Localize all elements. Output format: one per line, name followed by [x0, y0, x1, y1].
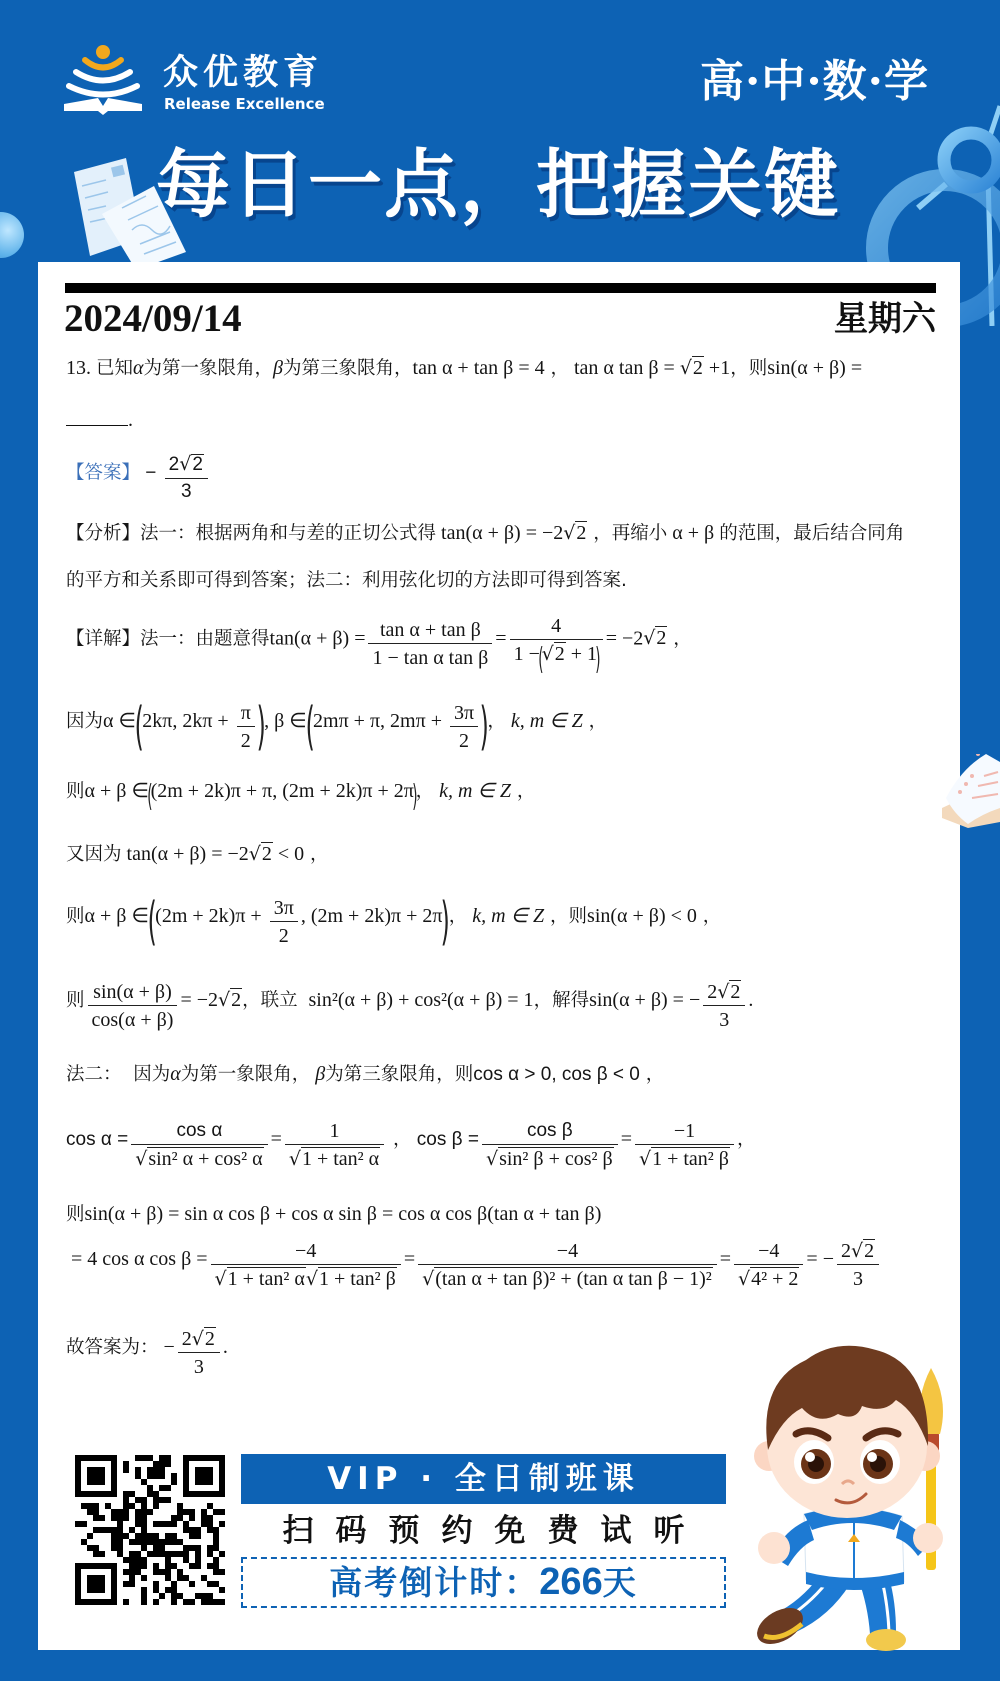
radical-sign-icon: √ [638, 1148, 652, 1171]
math-expression: tan α tan β = [569, 356, 680, 379]
answer-blank-line [66, 405, 133, 435]
math-variable: β [310, 1062, 326, 1085]
math-expression: tan(α + β) = [269, 627, 366, 649]
question-text: ，则 [730, 357, 768, 379]
fraction [270, 896, 298, 948]
left-paren: ( [147, 892, 157, 952]
answer-label: 【答案】 [66, 462, 141, 483]
radicand: 2 [864, 1240, 875, 1262]
minus-sign: − [158, 1336, 175, 1358]
fraction [178, 1327, 220, 1379]
fraction [368, 618, 492, 670]
denominator [734, 1265, 803, 1291]
numerator [270, 896, 298, 922]
math-expression: = − [806, 1248, 834, 1270]
solution-line-7 [66, 1059, 664, 1089]
fraction [482, 1120, 618, 1171]
denominator-value: 1 − tan α tan β [372, 647, 489, 669]
denominator [482, 1145, 618, 1171]
radicand: 2 [730, 981, 741, 1003]
period: . [222, 1336, 228, 1358]
right-paren: ) [441, 892, 451, 952]
math-expression: = −2 [605, 627, 644, 649]
numerator-value: sin(α + β) [93, 981, 172, 1003]
radical-sign-icon: √ [679, 356, 692, 379]
denominator [237, 727, 255, 753]
math-expression: α + β ∈ [84, 905, 149, 927]
math-expression: k, m ∈ Z [434, 779, 511, 802]
date: 2024/09/14 [64, 297, 242, 340]
solution-text: 则 [66, 906, 85, 927]
solution-line-3 [66, 775, 535, 815]
analysis-line-2 [66, 566, 627, 596]
denominator-value: 2 [278, 925, 289, 947]
fraction [635, 1119, 734, 1171]
subject-title: 高·中·数·学 [700, 56, 929, 107]
denominator-value: 3 [853, 1268, 864, 1290]
denominator [635, 1145, 734, 1171]
radical-sign-icon: √ [135, 1147, 148, 1170]
equals-sign: = [270, 1128, 282, 1150]
weekday: 星期六 [834, 299, 936, 339]
fraction [131, 1120, 267, 1171]
denominator [703, 1006, 745, 1032]
radical-sign-icon: √ [850, 1240, 864, 1262]
right-paren: ) [479, 697, 489, 757]
math-expression: tan(α + β) = −2 [436, 521, 564, 544]
numerator [510, 614, 603, 640]
math-expression: = 4 cos α cos β = [66, 1248, 208, 1270]
denominator [450, 727, 478, 753]
radicand: 1 + tan² β [318, 1268, 396, 1291]
solution-text: ， [487, 711, 506, 732]
denominator [131, 1145, 267, 1171]
denominator [178, 1353, 220, 1379]
fraction [88, 980, 178, 1032]
math-expression: , β ∈ [264, 710, 307, 732]
question-text: ， [544, 357, 569, 379]
fraction [510, 614, 603, 675]
solution-line-4 [66, 838, 329, 870]
math-expression: cos β = [411, 1129, 479, 1150]
square-root [249, 842, 273, 866]
numerator-value: cos α [176, 1119, 223, 1141]
numerator-value: 4 [551, 614, 562, 637]
solution-line-1 [66, 609, 692, 679]
analysis-text: ，再缩小 [587, 522, 668, 544]
solution-text: 故答案为： [66, 1337, 159, 1358]
math-expression: tan α + tan β = 4 [412, 356, 545, 379]
radicand: 2 [261, 842, 272, 865]
solution-text: ， [448, 906, 468, 927]
solution-line-6 [66, 971, 753, 1041]
left-paren: ( [305, 697, 315, 757]
numerator-value: −4 [295, 1240, 317, 1263]
solution-text: 则 [66, 780, 85, 802]
solution-text: ， [415, 780, 435, 802]
answer-fraction [165, 453, 208, 504]
math-expression: sin(α + β) < 0 [587, 905, 697, 927]
denominator-value: cos(α + β) [91, 1009, 174, 1031]
math-expression: sin²(α + β) + cos²(α + β) = 1 [303, 989, 534, 1011]
numerator [131, 1120, 267, 1145]
math-expression: k, m ∈ Z [505, 710, 583, 732]
denominator [165, 479, 208, 504]
numerator-value: cos β [526, 1119, 573, 1141]
radicand: (tan α + tan β)² + (tan α tan β − 1)² [435, 1268, 712, 1291]
equals-sign: = [495, 627, 507, 649]
radicand: 2 [231, 989, 242, 1011]
solution-line-9 [66, 1199, 601, 1229]
denominator-value: 2 [459, 730, 470, 752]
numerator-value: −1 [673, 1120, 696, 1143]
blank-suffix: . [128, 409, 133, 431]
scan-cta: 扫码预约免费试听 [282, 1513, 707, 1549]
math-expression: α + β ∈ [84, 779, 149, 802]
solution-text: ， [736, 1129, 756, 1150]
right-paren: ) [256, 697, 266, 757]
radicand: 2 [692, 356, 703, 379]
denominator [270, 922, 298, 948]
notebook-decoration [942, 754, 1000, 828]
solution-text: ， [582, 711, 608, 732]
square-root [851, 1239, 875, 1263]
math-expression: α ∈ [103, 710, 136, 732]
radicand: 2 [192, 453, 203, 475]
mascot-character [744, 1334, 959, 1654]
numerator [178, 1327, 220, 1353]
brand-logo [62, 43, 144, 115]
coefficient: 2 [168, 453, 180, 475]
solution-text: ， [304, 843, 329, 865]
square-root [643, 626, 667, 650]
math-expression: (2m + 2k)π + π, (2m + 2k)π + 2π [150, 779, 414, 802]
fraction [450, 701, 478, 753]
denominator-value: 3 [181, 480, 192, 502]
question-text: 已知 [96, 357, 134, 379]
solution-text: 为第三象限角，则 [325, 1063, 474, 1085]
radical-sign-icon: √ [717, 981, 730, 1003]
question-line [66, 353, 862, 383]
fraction [703, 980, 745, 1032]
numerator [285, 1119, 384, 1145]
denominator [211, 1265, 401, 1291]
radicand: 2 [204, 1328, 215, 1350]
analysis-text: 的平方和关系即可得到答案；法二：利用弦化切的方法即可得到答案. [66, 570, 627, 592]
math-expression: α + β [667, 521, 720, 544]
qr-code-icon [75, 1455, 225, 1605]
countdown-days: 266 [539, 1561, 603, 1603]
numerator [635, 1119, 734, 1145]
brand-slogan: Release Excellence [164, 95, 325, 113]
numerator-value: tan α + tan β [379, 619, 481, 641]
radical-sign-icon: √ [643, 627, 656, 649]
analysis-line-1 [66, 518, 904, 548]
qr-code [75, 1455, 225, 1605]
square-root [717, 980, 741, 1004]
denominator-value: 2 [240, 730, 251, 752]
answer-blank [66, 408, 128, 426]
numerator [482, 1120, 618, 1145]
solution-text: 因为 [66, 711, 104, 732]
solution-text: ，解得 [533, 990, 590, 1011]
equals-sign: = [620, 1128, 632, 1150]
question-text: 为第一象限角， [143, 357, 274, 379]
numerator [837, 1239, 879, 1265]
square-root [639, 1147, 730, 1171]
period: . [748, 989, 754, 1011]
radical-sign-icon: √ [218, 989, 231, 1011]
solution-text: ， [667, 628, 692, 649]
headline: 每日一点，把握关键 [156, 142, 840, 228]
radical-sign-icon: √ [738, 1268, 751, 1291]
fraction [211, 1239, 401, 1291]
question-text: 为第三象限角， [283, 357, 413, 379]
math-expression: sin(α + β) = [767, 356, 863, 379]
countdown-unit: 天 [602, 1563, 638, 1602]
solution-text: ， [639, 1063, 665, 1085]
numerator [237, 701, 255, 727]
square-root [218, 988, 242, 1012]
numerator [418, 1239, 717, 1265]
numerator [450, 701, 478, 727]
answer-line [66, 448, 211, 508]
math-expression: cos α = [66, 1129, 129, 1150]
numerator [368, 618, 492, 644]
square-root [738, 1267, 799, 1291]
numerator [165, 453, 208, 479]
radicand: 2 [554, 642, 565, 665]
math-variable: α [170, 1062, 181, 1085]
radicand: 2 [576, 521, 587, 544]
math-expression: sin(α + β) = sin α cos β + cos α sin β = cos α cos β(tan α + tan β) [84, 1202, 602, 1225]
coefficient: 2 [707, 981, 718, 1003]
solution-line-5 [66, 887, 721, 957]
coefficient: 2 [181, 1328, 192, 1350]
radical-sign-icon: √ [288, 1148, 301, 1171]
square-root [306, 1267, 397, 1291]
solution-text: 【详解】法一：由题意得 [66, 628, 270, 649]
numerator [703, 980, 745, 1006]
numerator-value: 1 [329, 1120, 340, 1143]
radical-sign-icon: √ [422, 1268, 435, 1291]
vip-course-banner: VIP · 全日制班课 [241, 1454, 726, 1504]
denominator [88, 1006, 178, 1032]
square-root [289, 1147, 380, 1171]
left-paren: ( [134, 697, 144, 757]
math-expression: < 0 [272, 842, 305, 865]
bubble-decoration [0, 212, 24, 258]
notebook-icon [942, 754, 1000, 828]
denominator [837, 1265, 879, 1291]
radicand: 4² + 2 [751, 1268, 799, 1291]
minus-sign: − [140, 462, 162, 483]
math-expression: (2m + 2k)π + [155, 905, 267, 927]
math-variable: α [133, 356, 144, 379]
denominator-value: + 1 [565, 642, 597, 665]
math-variable: β [273, 356, 283, 379]
solution-text: 为第一象限角， [180, 1063, 311, 1085]
left-paren: ( [147, 778, 153, 814]
numerator-value: 3π [273, 897, 294, 919]
right-paren: ) [412, 778, 418, 814]
math-expression: k, m ∈ Z [467, 905, 545, 927]
radical-sign-icon: √ [563, 521, 576, 544]
math-expression: = −2 [180, 989, 218, 1011]
mascot-boy-icon [744, 1334, 959, 1654]
fraction [285, 1119, 384, 1171]
analysis-text: 【分析】法一：根据两角和与差的正切公式得 [66, 522, 437, 544]
square-root [135, 1147, 263, 1171]
numerator [88, 980, 178, 1006]
math-expression: tan(α + β) = −2 [121, 842, 249, 865]
radicand: sin² α + cos² α [148, 1147, 263, 1170]
fraction [734, 1239, 803, 1291]
radical-sign-icon: √ [305, 1268, 318, 1291]
solution-text: 则 [66, 1203, 85, 1225]
solution-text: ，则 [544, 906, 588, 927]
solution-text: 法二： 因为 [66, 1063, 171, 1085]
final-answer-line [66, 1323, 228, 1383]
divider-bar [65, 283, 936, 293]
math-expression: cos α > 0, cos β < 0 [473, 1063, 640, 1085]
math-expression: sin(α + β) = − [589, 989, 701, 1011]
solution-text: ， [510, 780, 536, 802]
square-root [192, 1327, 216, 1351]
denominator [368, 644, 492, 670]
coefficient: 2 [840, 1240, 851, 1262]
denominator-value: 3 [193, 1356, 204, 1378]
solution-line-10 [66, 1230, 882, 1300]
denominator [285, 1145, 384, 1171]
math-expression: 2mπ + π, 2mπ + [313, 710, 447, 732]
numerator [734, 1239, 803, 1265]
square-root [179, 453, 204, 476]
square-root [563, 521, 587, 545]
equals-sign: = [719, 1248, 732, 1270]
math-expression: 2kπ, 2kπ + [142, 710, 234, 732]
solution-text: ， [387, 1129, 412, 1150]
logo-icon [62, 43, 144, 115]
square-root [215, 1267, 306, 1291]
question-number: 13. [66, 356, 96, 379]
left-paren: ( [538, 641, 544, 677]
radicand: 1 + tan² α [301, 1148, 380, 1171]
numerator-value: −4 [758, 1240, 780, 1263]
radical-sign-icon: √ [191, 1328, 204, 1350]
numerator-value: π [240, 702, 251, 724]
radical-sign-icon: √ [248, 842, 261, 865]
denominator-value: 3 [719, 1009, 730, 1031]
square-root [542, 642, 566, 666]
equals-sign: = [403, 1248, 416, 1270]
right-paren: ) [595, 641, 601, 677]
radical-sign-icon: √ [214, 1268, 227, 1291]
fraction [418, 1239, 717, 1291]
radical-sign-icon: √ [485, 1147, 499, 1170]
math-expression: +1 [703, 356, 731, 379]
square-root [422, 1267, 713, 1291]
solution-text: 则 [66, 990, 85, 1011]
radicand: sin² β + cos² β [499, 1147, 613, 1170]
solution-line-2 [66, 692, 607, 762]
denominator [418, 1265, 717, 1291]
analysis-text: 的范围，最后结合同角 [719, 522, 905, 544]
square-root [680, 356, 704, 380]
solution-text: ，联立 [242, 990, 304, 1011]
exam-countdown [241, 1557, 726, 1608]
countdown-label: 高考倒计时： [329, 1563, 540, 1602]
radicand: 1 + tan² α [227, 1268, 305, 1291]
brand-name: 众优教育 [163, 53, 324, 93]
radical-sign-icon: √ [541, 642, 554, 665]
numerator-value: 3π [453, 702, 475, 724]
numerator-value: −4 [556, 1240, 579, 1263]
square-root [486, 1147, 614, 1171]
solution-text: ， [696, 906, 722, 927]
denominator [510, 640, 603, 675]
fraction [237, 701, 255, 753]
radical-sign-icon: √ [179, 452, 192, 475]
denominator-value: 1 − [513, 642, 540, 665]
radicand: 2 [656, 627, 667, 649]
solution-text: 又因为 [66, 843, 122, 865]
radicand: 1 + tan² β [652, 1148, 729, 1171]
solution-line-8 [66, 1110, 756, 1180]
math-expression: , (2m + 2k)π + 2π [300, 905, 443, 927]
fraction [837, 1239, 879, 1291]
numerator [211, 1239, 401, 1265]
